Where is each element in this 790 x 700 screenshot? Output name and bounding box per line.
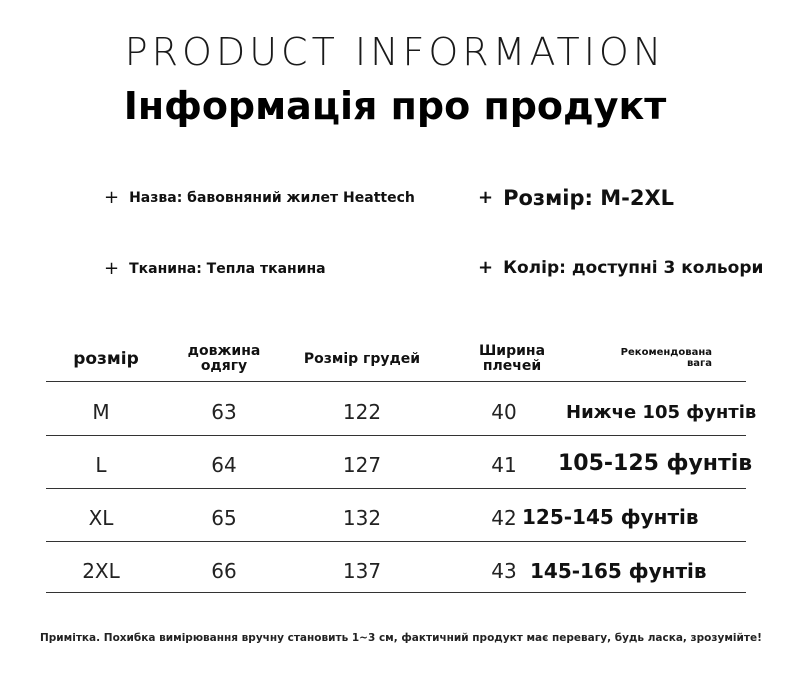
cell-chest: 132 — [342, 506, 382, 530]
cell-shoulder: 43 — [491, 559, 517, 583]
cell-size: M — [92, 400, 110, 424]
cell-weight: 145-165 фунтів — [530, 559, 707, 583]
plus-icon: + — [478, 187, 494, 208]
spec-fabric — [104, 260, 326, 278]
title-english: PRODUCT INFORMATION — [124, 30, 666, 74]
cell-size: L — [95, 453, 107, 477]
spec-name-label: Назва: бавовняний жилет Heattech — [129, 190, 415, 206]
header-weight — [602, 348, 712, 369]
header-weight-line2: вага — [686, 357, 712, 369]
header-shoulder — [452, 344, 572, 373]
table-divider — [46, 381, 746, 382]
spec-color — [478, 258, 763, 278]
header-shoulder-line1: Ширина — [478, 343, 546, 359]
table-divider — [46, 592, 746, 593]
spec-name — [104, 189, 415, 207]
header-length — [164, 344, 284, 373]
header-weight-line1: Рекомендована — [620, 347, 712, 358]
cell-length: 65 — [211, 506, 237, 530]
cell-size: XL — [88, 506, 114, 530]
spec-color-label: Колір: доступні 3 кольори — [503, 258, 764, 278]
cell-length: 63 — [211, 400, 237, 424]
title-ukrainian: Інформація про продукт — [123, 84, 667, 128]
cell-shoulder: 41 — [491, 453, 517, 477]
plus-icon: + — [478, 257, 494, 278]
header-length-line2: одягу — [200, 357, 248, 374]
table-divider — [46, 435, 746, 436]
spec-size-label: Розмір: M-2XL — [503, 186, 675, 210]
cell-size: 2XL — [82, 559, 120, 583]
spec-fabric-label: Тканина: Тепла тканина — [129, 261, 326, 277]
cell-shoulder: 42 — [491, 506, 517, 530]
header-length-line1: довжина — [187, 343, 261, 359]
header-chest: Розмір грудей — [303, 351, 421, 367]
cell-weight: Нижче 105 фунтів — [566, 402, 757, 423]
header-size: розмір — [73, 349, 139, 369]
cell-length: 64 — [211, 453, 237, 477]
table-divider — [46, 488, 746, 489]
cell-shoulder: 40 — [491, 400, 517, 424]
cell-weight: 105-125 фунтів — [558, 451, 753, 476]
cell-length: 66 — [211, 559, 237, 583]
cell-chest: 122 — [342, 400, 382, 424]
cell-chest: 127 — [342, 453, 382, 477]
cell-chest: 137 — [342, 559, 382, 583]
table-divider — [46, 541, 746, 542]
cell-weight: 125-145 фунтів — [522, 505, 699, 529]
spec-size — [478, 186, 674, 210]
plus-icon: + — [104, 258, 120, 279]
footnote: Примітка. Похибка вимірювання вручну становить 1~3 см, фактичний продукт має перевагу, будь ласка, зрозумійте! — [40, 632, 762, 644]
plus-icon: + — [104, 187, 120, 208]
header-shoulder-line2: плечей — [482, 357, 542, 374]
